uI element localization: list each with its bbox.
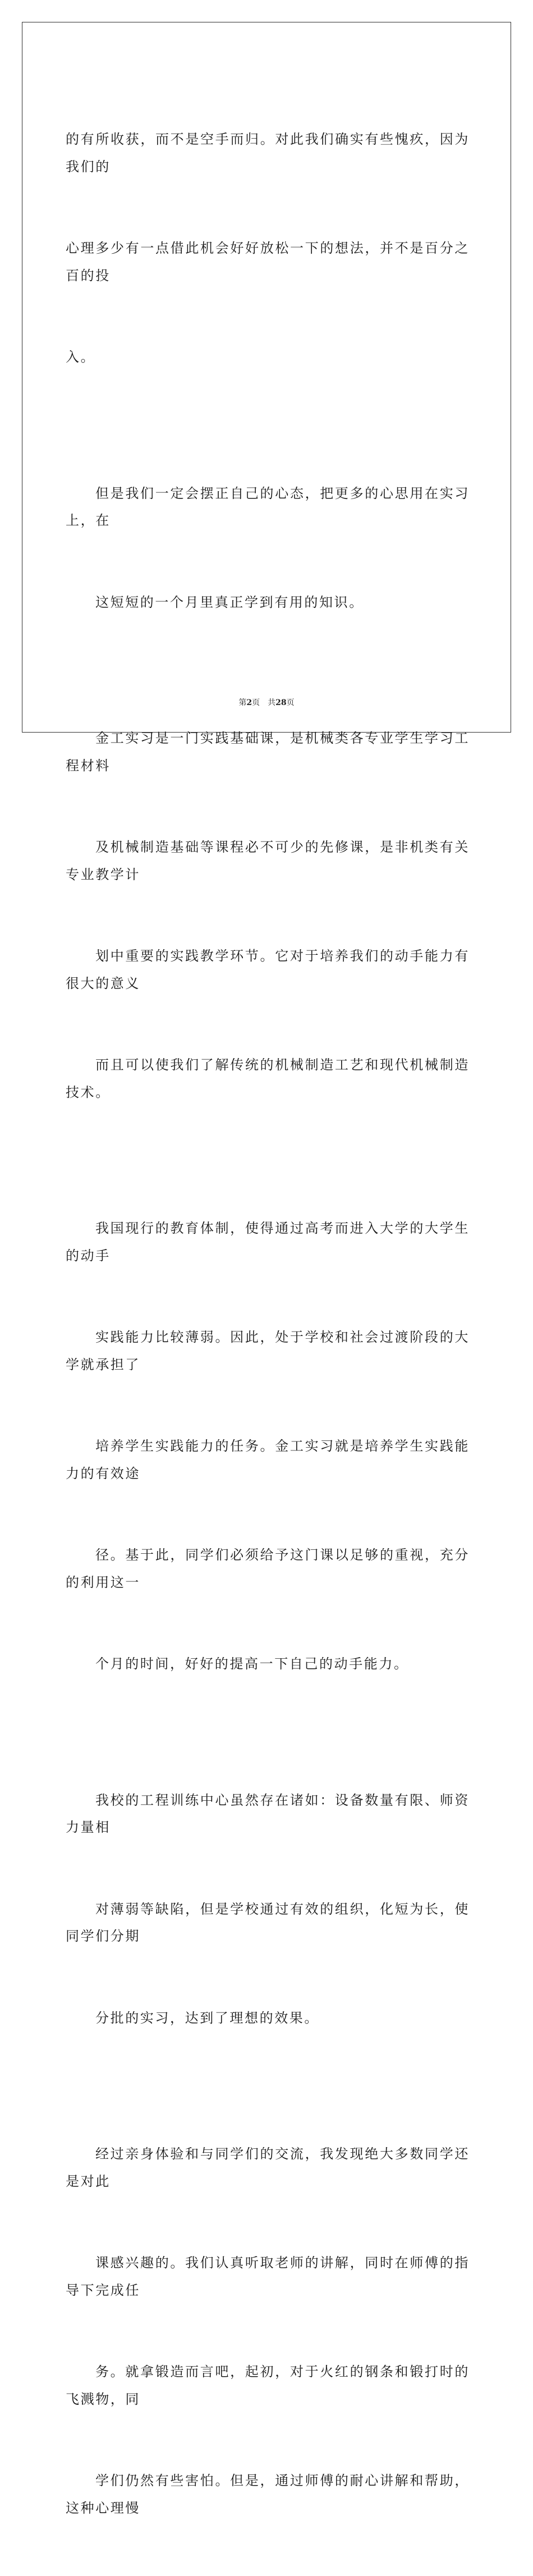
text-line: 学们仍然有些害怕。但是，通过师傅的耐心讲解和帮助，这种心理慢 [66,2473,470,2516]
text-line: 及机械制造基础等课程必不可少的先修课，是非机类有关专业教学计 [66,839,470,882]
text-line: 但是我们一定会摆正自己的心态，把更多的心思用在实习上，在 [66,485,470,528]
text-line: 的有所收获，而不是空手而归。对此我们确实有些愧疚，因为我们的 [66,131,470,175]
paragraph [66,2086,470,2576]
text-line: 务。就拿锻造而言吧，起初，对于火红的钢条和锻打时的飞溅物，同 [66,2364,470,2407]
text-line: 课感兴趣的。我们认真听取老师的讲解，同时在师傅的指导下完成任 [66,2255,470,2298]
text-line: 这短短的一个月里真正学到有用的知识。 [95,594,364,610]
page-number: 2 [246,698,252,707]
paragraph [66,1732,470,2087]
total-pages: 28 [275,698,287,707]
text-line: 我校的工程训练中心虽然存在诸如：设备数量有限、师资力量相 [66,1792,470,1835]
paragraph [66,425,470,671]
text-line: 入。 [66,349,96,365]
page-suffix: 页 [252,698,260,707]
text-line: 心理多少有一点借此机会好好放松一下的想法，并不是百分之百的投 [66,240,470,283]
text-line: 分批的实习，达到了理想的效果。 [95,2010,319,2026]
paragraph [66,71,470,425]
paragraph [66,670,470,1160]
total-prefix: 共 [268,698,276,707]
text-line: 经过亲身体验和与同学们的交流，我发现绝大多数同学还是对此 [66,2146,470,2189]
text-line: 培养学生实践能力的任务。金工实习就是培养学生实践能力的有效途 [66,1438,470,1481]
text-line: 我国现行的教育体制，使得通过高考而进入大学的大学生的动手 [66,1220,470,1264]
text-line: 划中重要的实践教学环节。它对于培养我们的动手能力有很大的意义 [66,948,470,991]
document-body [66,71,470,2576]
text-line: 金工实习是一门实践基础课，是机械类各专业学生学习工程材料 [66,730,470,774]
text-line: 个月的时间，好好的提高一下自己的动手能力。 [95,1656,409,1672]
text-line: 而且可以使我们了解传统的机械制造工艺和现代机械制造技术。 [66,1057,470,1100]
text-line: 径。基于此，同学们必须给予这门课以足够的重视，充分的利用这一 [66,1547,470,1590]
total-suffix: 页 [286,698,295,707]
text-line: 实践能力比较薄弱。因此，处于学校和社会过渡阶段的大学就承担了 [66,1329,470,1372]
page-footer [0,697,533,708]
page-prefix: 第 [238,698,247,707]
text-line: 对薄弱等缺陷，但是学校通过有效的组织，化短为长，使同学们分期 [66,1901,470,1944]
paragraph [66,1160,470,1732]
